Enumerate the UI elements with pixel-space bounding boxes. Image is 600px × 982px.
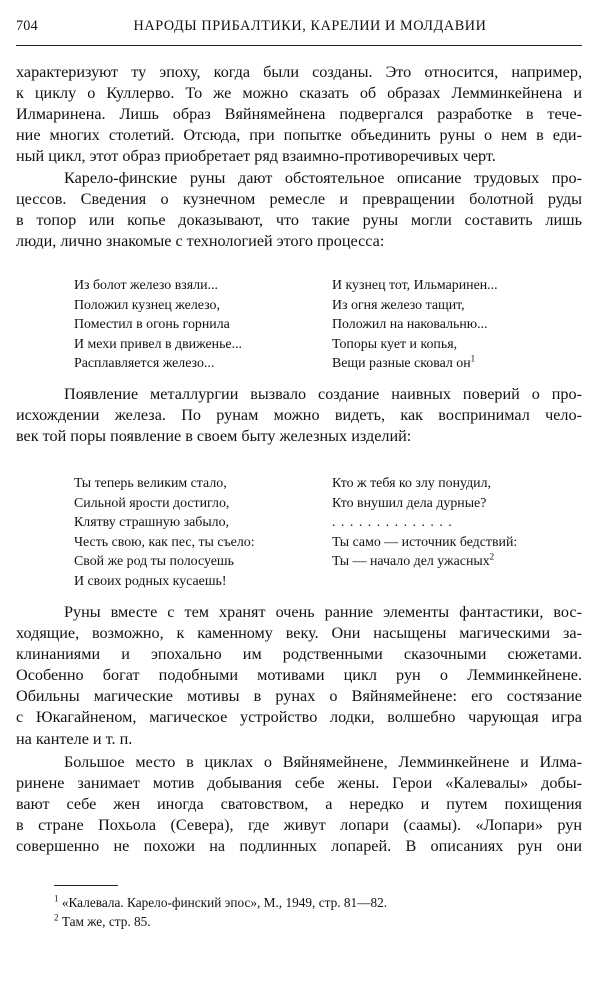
verse-line bbox=[332, 552, 572, 572]
verse-line: Клятву страшную забыло, bbox=[74, 515, 230, 531]
text-line: цессов. Сведения о кузнечном ремесле и превращении болотной руды bbox=[16, 190, 582, 209]
footnote-mark: 1 bbox=[54, 893, 59, 904]
text-line: Обильны магические мотивы в рунах о Вяйнямейнене: его состязание bbox=[16, 687, 582, 706]
verse-quote-1 bbox=[74, 276, 574, 374]
footnote-mark: 2 bbox=[54, 912, 59, 923]
paragraph-1 bbox=[16, 62, 582, 167]
verse-line: Кто внушил дела дурные? bbox=[332, 495, 487, 511]
text-line: вают себе жен иногда сватовством, а нередко и путем похищения bbox=[16, 795, 582, 814]
verse-line: Ты само — источник бедствий: bbox=[332, 534, 518, 550]
verse-right-column bbox=[332, 474, 572, 592]
verse-line: Положил кузнец железо, bbox=[74, 297, 220, 313]
verse-line: Топоры кует и копья, bbox=[332, 336, 458, 352]
text-line: ный цикл, этот образ приобретает ряд взаимно-противоречивых черт. bbox=[16, 147, 496, 166]
verse-right-column bbox=[332, 276, 572, 374]
page-header bbox=[16, 18, 584, 42]
text-line: люди, лично знакомые с технологией этого процесса: bbox=[16, 232, 385, 251]
text-line: совершенно не похожи на подлинных лопарей. В описаниях рун они bbox=[16, 837, 582, 856]
text-line: исхождении железа. По рунам можно видеть, как воспринимал чело- bbox=[16, 406, 582, 425]
verse-left-column bbox=[74, 276, 324, 374]
verse-line: Положил на наковальню... bbox=[332, 317, 488, 333]
verse-line: Кто ж тебя ко злу понудил, bbox=[332, 476, 492, 491]
verse-line-text: Ты — начало дел ужасных bbox=[332, 554, 490, 570]
verse-line: И кузнец тот, Ильмаринен... bbox=[332, 278, 498, 293]
verse-line: И своих родных кусаешь! bbox=[74, 573, 227, 589]
footnotes bbox=[54, 893, 574, 931]
text-line: Руны вместе с тем хранят очень ранние элементы фантастики, вос- bbox=[64, 603, 582, 621]
page-number: 704 bbox=[16, 18, 38, 34]
text-line: в стране Похьола (Севера), где живут лопари (саамы). «Лопари» рун bbox=[16, 816, 582, 835]
text-line: характеризуют ту эпоху, когда были созданы. Это относится, например, bbox=[16, 63, 582, 81]
text-line: в топор или копье доказывают, что такие руны могли составить лишь bbox=[16, 211, 582, 230]
paragraph-3 bbox=[16, 384, 582, 447]
text-line: век той поры появление в своем быту железных изделий: bbox=[16, 427, 412, 446]
text-line: клинаниями и эпохально им родственными сказочными сюжетами. bbox=[16, 645, 582, 664]
verse-line: Из болот железо взяли... bbox=[74, 278, 218, 293]
verse-left-column bbox=[74, 474, 324, 592]
text-line: на кантеле и т. п. bbox=[16, 729, 133, 748]
text-line: Илмаринена. Лишь образ Вяйнямейнена подвергался разработке в тече- bbox=[16, 105, 582, 124]
verse-line: Поместил в огонь горнила bbox=[74, 317, 230, 333]
text-line: Особенно богат подобными мотивами цикл рун о Лемминкейнене. bbox=[16, 666, 582, 685]
verse-line-text: Вещи разные сковал он bbox=[332, 356, 471, 372]
text-line: Появление металлургии вызвало создание наивных поверий о про- bbox=[64, 385, 582, 403]
text-line: Большое место в циклах о Вяйнямейнене, Лемминкейнене и Илма- bbox=[64, 753, 582, 771]
footnote-2 bbox=[54, 912, 574, 931]
text-line: Карело-финские руны дают обстоятельное описание трудовых про- bbox=[64, 169, 582, 187]
footnote-text: «Калевала. Карело-финский эпос», М., 1949, стр. 81—82. bbox=[61, 895, 388, 910]
paragraph-4 bbox=[16, 602, 582, 750]
footnote-text: Там же, стр. 85. bbox=[61, 914, 151, 929]
verse-line: Из огня железо тащит, bbox=[332, 297, 465, 313]
verse-quote-2 bbox=[74, 474, 574, 592]
text-line: с Юкагайненом, магическое устройство лодки, волшебно чарующая игра bbox=[16, 708, 582, 727]
footnote-rule bbox=[54, 885, 118, 886]
text-line: ние многих столетий. Отсюда, при попытке объединить руны о нем в еди- bbox=[16, 126, 582, 145]
verse-ellipsis: . . . . . . . . . . . . . . bbox=[332, 515, 453, 531]
text-line: ринене занимает мотив добывания себе жены. Герои «Калевалы» добы- bbox=[16, 774, 582, 793]
header-rule bbox=[16, 45, 582, 46]
verse-line: Ты теперь великим стало, bbox=[74, 476, 227, 491]
footnote-1 bbox=[54, 893, 574, 912]
running-head: НАРОДЫ ПРИБАЛТИКИ, КАРЕЛИИ И МОЛДАВИИ bbox=[133, 18, 487, 34]
verse-line: И мехи привел в движенье... bbox=[74, 336, 243, 352]
text-line: ходящие, возможно, к каменному веку. Они насыщены магическими за- bbox=[16, 624, 582, 643]
verse-line: Расплавляется железо... bbox=[74, 356, 215, 372]
verse-line: Сильной ярости достигло, bbox=[74, 495, 230, 511]
footnote-mark: 1 bbox=[470, 353, 476, 364]
verse-line bbox=[332, 354, 572, 374]
verse-line: Честь свою, как пес, ты съело: bbox=[74, 534, 255, 550]
verse-line: Свой же род ты полосуешь bbox=[74, 554, 234, 570]
paragraph-5 bbox=[16, 752, 582, 857]
footnote-mark: 2 bbox=[489, 551, 495, 562]
paragraph-2 bbox=[16, 168, 582, 252]
text-line: к циклу о Куллерво. То же можно сказать об образах Лемминкейнена и bbox=[16, 84, 582, 103]
